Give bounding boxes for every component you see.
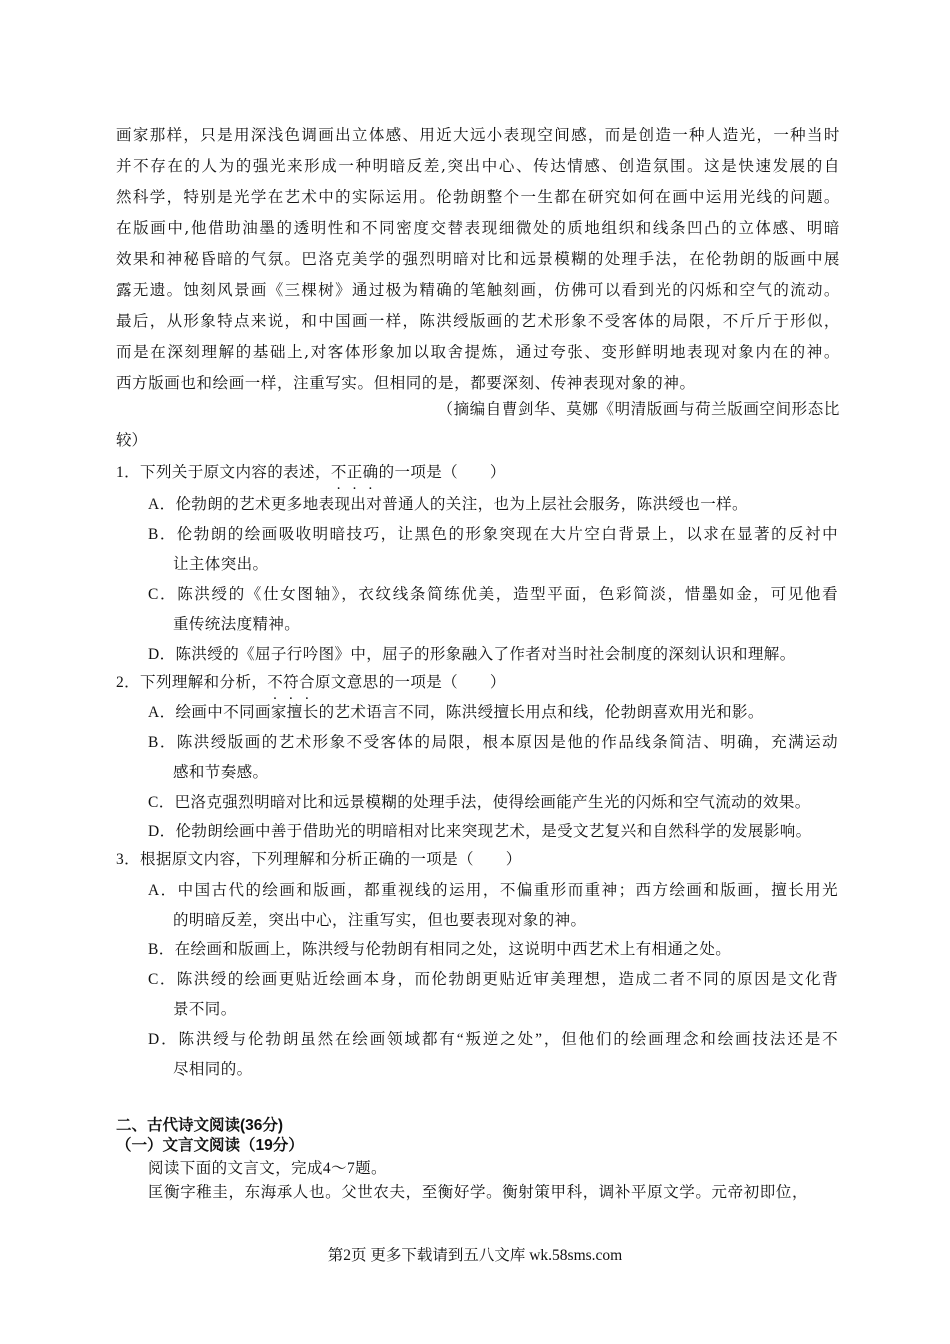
question-2-option-d: D．伦勃朗绘画中善于借助光的明暗相对比来突现艺术，是受文艺复兴和自然科学的发展影响。 [148,823,812,840]
question-2-stem: 2．下列理解和分析，不符合原文意思的一项是（ ） [116,674,506,691]
passage-line: 西方版画也和绘画一样，注重写实。但相同的是，都要深刻、传神表现对象的神。 [116,374,696,392]
question-2-option-c: C．巴洛克强烈明暗对比和远景模糊的处理手法，使得绘画能产生光的闪烁和空气流动的效果。 [148,794,811,811]
question-1-option-d: D．陈洪绶的《屈子行吟图》中，屈子的形象融入了作者对当时社会制度的深刻认识和理解。 [148,646,796,663]
section-subtitle: （一）文言文阅读（19分） [116,1137,304,1154]
question-3-stem: 3．根据原文内容，下列理解和分析正确的一项是（ ） [116,851,522,868]
emphasis-char: 符 [283,674,300,691]
passage-line: 并不存在的人为的强光来形成一种明暗反差,突出中心、传达情感、创造氛围。这是快速发展的自 [116,157,840,175]
emphasis-text [267,674,315,691]
section-title: 二、古代诗文阅读(36分) [116,1117,284,1134]
passage-line: 露无遗。蚀刻风景画《三棵树》通过极为精确的笔触刻画，仿佛可以看到光的闪烁和空气的流动。 [116,281,840,299]
question-3-option-b: B．在绘画和版画上，陈洪绶与伦勃朗有相同之处，这说明中西艺术上有相通之处。 [148,941,732,958]
question-1-option-a: A．伦勃朗的艺术更多地表现出对普通人的关注，也为上层社会服务，陈洪绶也一样。 [148,496,748,513]
emphasis-text [331,464,379,481]
emphasis-char: 合 [299,674,315,691]
question-1-option-b: B．伦勃朗的绘画吸收明暗技巧，让黑色的形象突现在大片空白背景上，以求在显著的反衬中 让主体突出。 [148,526,838,573]
passage-text [116,120,840,399]
passage-line: 效果和神秘昏暗的气氛。巴洛克美学的强烈明暗对比和远景模糊的处理手法，在伦勃朗的版画中展 [116,250,840,268]
classical-text: 匡衡字稚圭，东海承人也。父世农夫，至衡好学。衡射策甲科，调补平原文学。元帝初即位， [148,1183,809,1201]
emphasis-char: 不 [267,674,284,691]
question-1-option-c: C．陈洪绶的《仕女图轴》，衣纹线条简练优美，造型平面，色彩简淡，惜墨如金，可见他看 重传统法度精神。 [148,586,838,633]
question-3-option-a: A．中国古代的绘画和版画，都重视线的运用，不偏重形而重神；西方绘画和版画，擅长用光 的明暗反差，突出中心，注重写实，但也要表现对象的神。 [148,882,838,929]
emphasis-char: 确 [362,464,379,481]
passage-line: 而是在深刻理解的基础上,对客体形象加以取舍提炼，通过夸张、变形鲜明地表现对象内在的神。 [116,343,840,361]
section-instruction: 阅读下面的文言文，完成4～7题。 [148,1160,387,1177]
passage-line: 最后，从形象特点来说，和中国画一样，陈洪绶版画的艺术形象不受客体的局限，不斤斤于形似， [116,312,840,330]
emphasis-char: 不 [330,464,347,481]
question-3-option-d: D．陈洪绶与伦勃朗虽然在绘画领域都有“叛逆之处”，但他们的绘画理念和绘画技法还是不 尽相同的。 [148,1031,838,1078]
passage-line: 在版画中,他借助油墨的透明性和不同密度交替表现细微处的质地组织和线条凹凸的立体感、明暗 [116,219,840,237]
question-1-stem: 1．下列关于原文内容的表述，不正确的一项是（ ） [116,464,506,481]
question-3-option-c: C．陈洪绶的绘画更贴近绘画本身，而伦勃朗更贴近审美理想，造成二者不同的原因是文化背 景不同。 [148,971,838,1018]
page-footer: 第2页 更多下载请到五八文库 wk.58sms.com [327,1247,623,1264]
question-2-option-b: B．陈洪绶版画的艺术形象不受客体的局限，根本原因是他的作品线条简洁、明确，充满运动 感和节奏感。 [148,734,838,781]
question-2-option-a: A．绘画中不同画家擅长的艺术语言不同，陈洪绶擅长用点和线，伦勃朗喜欢用光和影。 [148,704,764,721]
emphasis-char: 正 [346,464,363,481]
source-citation-cont: 较） [116,431,148,449]
source-citation: （摘编自曹剑华、莫娜《明清版画与荷兰版画空间形态比 [437,400,840,418]
passage-line: 然科学，特别是光学在艺术中的实际运用。伦勃朗整个一生都在研究如何在画中运用光线的问题。 [116,188,840,206]
passage-line: 画家那样，只是用深浅色调画出立体感、用近大远小表现空间感，而是创造一种人造光，一种当时 [116,126,840,144]
